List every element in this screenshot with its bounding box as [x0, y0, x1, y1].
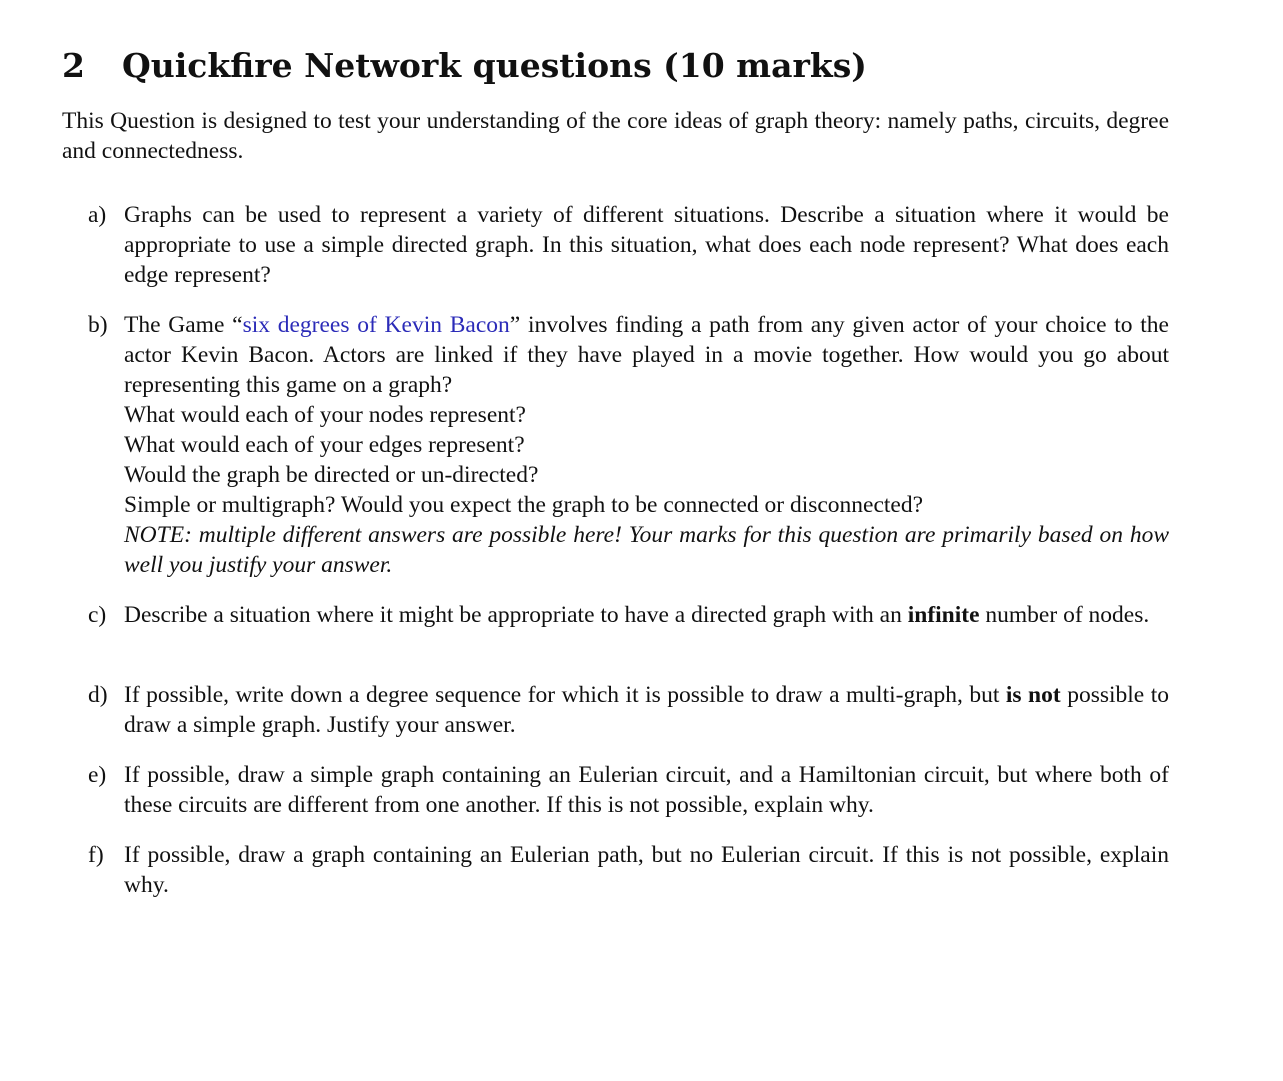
section-title: Quickfire Network questions (10 marks) — [122, 46, 867, 85]
question-b-text-before-link: The Game “ — [124, 312, 243, 338]
question-d-label: d) — [88, 682, 108, 708]
question-a — [62, 200, 1169, 290]
question-c — [62, 600, 1169, 630]
intro-paragraph: This Question is designed to test your understanding of the core ideas of graph theory: namely paths, circuits, degree and connectedness. — [62, 108, 1169, 164]
question-e-label: e) — [88, 762, 107, 788]
question-e-text: If possible, draw a simple graph containing an Eulerian circuit, and a Hamiltonian circuit, but where both of these circuits are different from one another. If this is not possible, explain why. — [124, 762, 1169, 818]
question-b — [62, 310, 1169, 580]
question-a-label: a) — [88, 202, 107, 228]
question-b-note: NOTE: multiple different answers are possible here! Your marks for this question are primarily based on how well you justify your answer. — [124, 522, 1169, 578]
question-f-label: f) — [88, 842, 104, 868]
question-b-label: b) — [88, 312, 108, 338]
question-b-line-directed: Would the graph be directed or un-directed? — [124, 462, 539, 488]
kevin-bacon-link[interactable]: six degrees of Kevin Bacon — [242, 312, 510, 338]
question-d-text-before-bold: If possible, write down a degree sequence for which it is possible to draw a multi-graph, but — [124, 682, 1006, 708]
question-c-label: c) — [88, 602, 107, 628]
question-d-bold: is not — [1005, 682, 1061, 708]
question-f-text: If possible, draw a graph containing an Eulerian path, but no Eulerian circuit. If this is not possible, explain why. — [124, 842, 1169, 898]
question-c-bold: infinite — [907, 602, 980, 628]
section-number: 2 — [62, 46, 85, 85]
question-c-text-after-bold: number of nodes. — [979, 602, 1150, 628]
question-b-line-nodes: What would each of your nodes represent? — [124, 402, 526, 428]
question-b-text-after-link: ” involves finding a path from any given actor of your choice to the actor Kevin Bacon. Actors are linked if they have played in a movie together. How would you go about representing this game on a graph? — [124, 312, 1169, 398]
question-b-intro — [124, 310, 1169, 400]
question-e — [62, 760, 1169, 820]
question-a-text: Graphs can be used to represent a variety of different situations. Describe a situation where it would be appropriate to use a simple directed graph. In this situation, what does each node represent? What does each edge represent? — [124, 202, 1169, 288]
question-b-line-edges: What would each of your edges represent? — [124, 432, 525, 458]
question-d — [62, 680, 1169, 740]
question-b-line-simple: Simple or multigraph? Would you expect the graph to be connected or disconnected? — [124, 492, 924, 518]
question-list — [62, 200, 1169, 900]
section-heading — [62, 44, 1169, 88]
question-f — [62, 840, 1169, 900]
question-c-text-before-bold: Describe a situation where it might be appropriate to have a directed graph with an — [124, 602, 908, 628]
question-d-text-after-bold: possible to draw a simple graph. Justify your answer. — [124, 682, 1169, 738]
